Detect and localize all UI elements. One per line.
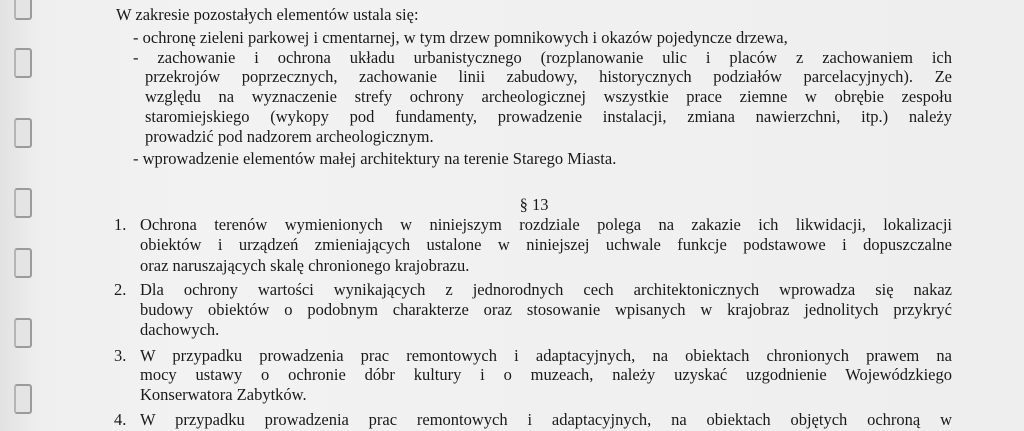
binder-holes xyxy=(6,0,36,431)
item-3-line-1: W przypadku prowadzenia prac remontowych i adaptacyjnych, na obiektach chronionych prawem na xyxy=(140,346,952,365)
binder-hole xyxy=(14,188,32,218)
binder-hole xyxy=(14,0,32,20)
binder-hole xyxy=(14,384,32,414)
item-2-line-3: dachowych. xyxy=(140,320,220,339)
section-heading: § 13 xyxy=(519,195,549,214)
bullet-urban-layout-line-3: względu na wyznaczenie strefy ochrony archeologicznej wszystkie prace ziemne w obrębie zespołu xyxy=(145,87,952,106)
item-2-line-1: Dla ochrony wartości wynikających z jednorodnych cech architektonicznych wprowadza się nakaz xyxy=(140,280,952,299)
item-4-number: 4. xyxy=(114,410,127,429)
intro-line: W zakresie pozostałych elementów ustala się: xyxy=(116,5,419,24)
item-1-line-3: oraz naruszających skalę chronionego krajobrazu. xyxy=(140,256,470,275)
bullet-urban-layout-line-2: przekrojów poprzecznych, zachowanie linii zabudowy, historycznych podziałów parcelacyjnych). Ze xyxy=(145,67,952,86)
item-3-line-3: Konserwatora Zabytków. xyxy=(140,385,307,404)
item-3-number: 3. xyxy=(114,346,127,365)
binder-hole xyxy=(14,318,32,348)
binder-hole xyxy=(14,248,32,278)
item-1-line-1: Ochrona terenów wymienionych w niniejszym rozdziale polega na zakazie ich likwidacji, lokalizacji xyxy=(140,215,952,234)
bullet-urban-layout-line-1: - zachowanie i ochrona układu urbanistycznego (rozplanowanie ulic i placów z zachowaniem ich xyxy=(133,48,952,67)
bullet-green-protection: - ochronę zieleni parkowej i cmentarnej, w tym drzew pomnikowych i okazów pojedyncze drzewa, xyxy=(133,28,788,47)
bullet-small-architecture: - wprowadzenie elementów małej architektury na terenie Starego Miasta. xyxy=(133,149,617,168)
bullet-urban-layout-line-4: staromiejskiego (wykopy pod fundamenty, prowadzenie instalacji, zmiana nawierzchni, itp.) należy xyxy=(145,107,952,126)
binder-hole xyxy=(14,118,32,148)
item-3-line-2: mocy ustawy o ochronie dóbr kultury i o muzeach, należy uzyskać uzgodnienie Wojewódzkiego xyxy=(140,365,952,384)
item-4-line-1: W przypadku prowadzenia prac remontowych i adaptacyjnych, na obiektach objętych ochroną w xyxy=(140,410,952,429)
item-2-line-2: budowy obiektów o podobnym charakterze oraz stosowanie wpisanych w krajobraz jednolitych przykryć xyxy=(140,300,952,319)
item-1-line-2: obiektów i urządzeń zmieniających ustalone w niniejszej uchwale funkcje podstawowe i dopuszczalne xyxy=(140,235,952,254)
bullet-urban-layout-line-5: prowadzić pod nadzorem archeologicznym. xyxy=(145,127,434,146)
item-2-number: 2. xyxy=(114,280,127,299)
binder-hole xyxy=(14,48,32,78)
item-1-number: 1. xyxy=(114,215,127,234)
